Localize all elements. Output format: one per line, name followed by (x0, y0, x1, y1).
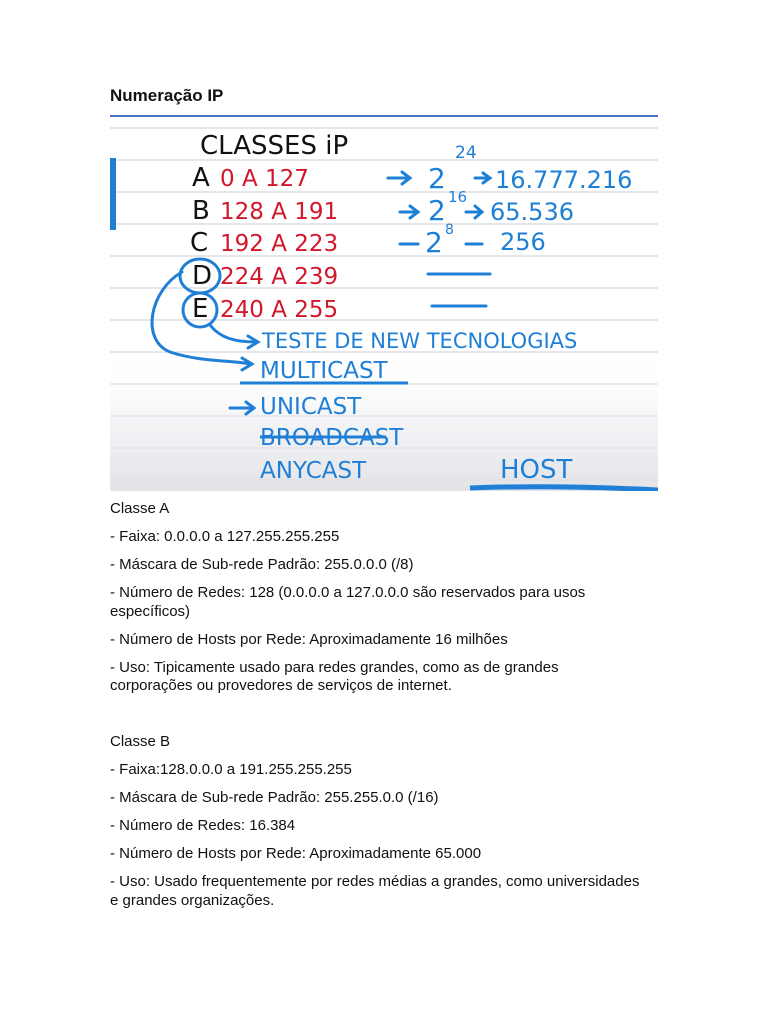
result-class-a: 16.777.216 (495, 166, 633, 194)
figure-heading: CLASSES iP (200, 131, 349, 161)
power-base-c: 2 (425, 226, 443, 259)
range-class-b: 128 A 191 (220, 199, 339, 225)
class-b-faixa: - Faixa:128.0.0.0 a 191.255.255.255 (110, 761, 352, 778)
class-b-redes: - Número de Redes: 16.384 (110, 817, 296, 834)
page-title: Numeração IP (110, 86, 224, 105)
title-underline (110, 115, 658, 117)
class-a-hosts: - Número de Hosts por Rede: Aproximadamente 16 milhões (110, 630, 508, 648)
row-letter-d: D (192, 261, 213, 291)
row-letter-b: B (192, 196, 210, 226)
cast-anycast: ANYCAST (260, 458, 367, 484)
power-exponent-a: 24 (455, 143, 477, 163)
range-class-c: 192 A 223 (220, 231, 339, 257)
class-a-heading: Classe A (110, 500, 170, 517)
row-letter-c: C (190, 228, 209, 258)
class-a-uso-line-2: corporações ou provedores de serviços de internet. (110, 677, 452, 694)
section-gap (110, 705, 670, 733)
class-a-redes-line-2: específicos) (110, 602, 191, 620)
class-a-uso-line-1: - Uso: Tipicamente usado para redes grandes, como as de grandes (110, 658, 559, 676)
class-a-uso (110, 659, 670, 696)
class-a-redes-line-1: - Número de Redes: 128 (0.0.0.0 a 127.0.0.0 são reservados para usos (110, 584, 586, 601)
whiteboard-drawing (110, 120, 658, 491)
power-exponent-b: 16 (448, 188, 468, 206)
class-b-uso (110, 873, 670, 910)
class-b-uso-line-1: - Uso: Usado frequentemente por redes médias a grandes, como universidades (110, 873, 640, 890)
class-a-mascara: - Máscara de Sub-rede Padrão: 255.0.0.0 (/8) (110, 556, 414, 573)
cast-broadcast: BROADCAST (260, 425, 404, 451)
cast-multicast: MULTICAST (260, 358, 388, 384)
class-a-faixa: - Faixa: 0.0.0.0 a 127.255.255.255 (110, 528, 340, 545)
whiteboard-figure (110, 120, 658, 491)
result-class-c: 256 (500, 228, 546, 256)
class-a-redes (110, 584, 670, 621)
result-class-b: 65.536 (490, 198, 574, 226)
class-b-hosts: - Número de Hosts por Rede: Aproximadamente 65.000 (110, 845, 482, 862)
class-b-uso-line-2: e grandes organizações. (110, 891, 275, 909)
range-class-e: 240 A 255 (220, 297, 339, 323)
cast-unicast: UNICAST (260, 394, 362, 420)
note-new-technologies: TESTE DE NEW TECNOLOGIAS (262, 329, 578, 353)
class-b-heading: Classe B (110, 733, 171, 750)
row-letter-a: A (192, 163, 210, 193)
host-label: HOST (500, 455, 573, 485)
range-class-a: 0 A 127 (220, 166, 309, 192)
row-letter-e: E (192, 294, 209, 324)
class-b-mascara: - Máscara de Sub-rede Padrão: 255.255.0.0 (/16) (110, 789, 439, 806)
power-exponent-c: 8 (445, 222, 454, 238)
range-class-d: 224 A 239 (220, 264, 339, 290)
power-base-b: 2 (428, 194, 446, 227)
document-body (110, 500, 670, 920)
power-base-a: 2 (428, 162, 446, 195)
